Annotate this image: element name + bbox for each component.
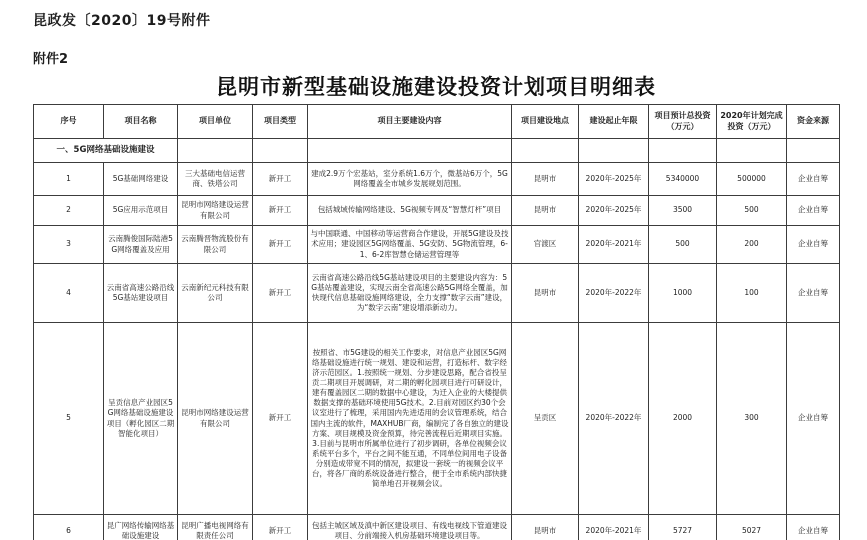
col-header-funding: 资金来源 [787,105,840,139]
cell-years: 2020年-2021年 [579,226,649,264]
cell-funding: 企业自筹 [787,163,840,196]
cell-location: 昆明市 [512,515,579,540]
cell-unit: 三大基础电信运营商、铁塔公司 [178,163,253,196]
cell-plan2020: 500000 [717,163,787,196]
table-row [34,323,840,515]
cell-plan2020: 200 [717,226,787,264]
cell-no: 3 [34,226,104,264]
section-title: 一、5G网络基础设施建设 [34,139,178,163]
cell-name: 昆广网络传输网络基础设施建设 [104,515,178,540]
table-row [34,264,840,323]
cell-no: 1 [34,163,104,196]
col-header-no: 序号 [34,105,104,139]
cell-location: 官渡区 [512,226,579,264]
cell-unit: 云南腾晋物流股份有限公司 [178,226,253,264]
cell-type: 新开工 [253,515,308,540]
cell-name: 呈贡信息产业园区5G网络基础设施建设项目（孵化园区二期智能化项目） [104,323,178,515]
cell-content: 建成2.9万个宏基站，室分系统1.6万个，微基站6万个，5G网络覆盖全市城乡发展规划范围。 [308,163,512,196]
section-row-5g [34,139,840,163]
cell-years: 2020年-2022年 [579,264,649,323]
cell-location: 昆明市 [512,163,579,196]
col-header-total: 项目预计总投资（万元） [649,105,717,139]
cell-total: 5340000 [649,163,717,196]
cell-type: 新开工 [253,163,308,196]
cell-location: 昆明市 [512,264,579,323]
cell-total: 1000 [649,264,717,323]
cell-years: 2020年-2025年 [579,196,649,226]
col-header-content: 项目主要建设内容 [308,105,512,139]
cell-funding: 企业自筹 [787,196,840,226]
table-row [34,163,840,196]
cell-years: 2020年-2021年 [579,515,649,540]
cell-type: 新开工 [253,196,308,226]
cell-plan2020: 300 [717,323,787,515]
doc-number: 昆政发〔2020〕19号附件 [33,13,211,29]
cell-type: 新开工 [253,264,308,323]
cell-funding: 企业自筹 [787,264,840,323]
cell-no: 6 [34,515,104,540]
col-header-plan2020: 2020年计划完成投资（万元） [717,105,787,139]
table-row [34,226,840,264]
cell-no: 5 [34,323,104,515]
cell-name: 5G基础网络建设 [104,163,178,196]
attachment-label: 附件2 [33,52,69,67]
cell-name: 云南省高速公路沿线5G基站建设项目 [104,264,178,323]
cell-unit: 昆明市网络建设运营有限公司 [178,196,253,226]
cell-plan2020: 500 [717,196,787,226]
cell-location: 昆明市 [512,196,579,226]
cell-plan2020: 5027 [717,515,787,540]
cell-content: 与中国联通、中国移动等运营商合作建设，开展5G建设及技术应用；建设园区5G网络覆盖、5G安防、5G物流管理，6-1、6-2库智慧仓储运营管理等 [308,226,512,264]
table-row [34,196,840,226]
cell-name: 云南腾俊国际陆港5G网络覆盖及应用 [104,226,178,264]
cell-no: 4 [34,264,104,323]
page-title: 昆明市新型基础设施建设投资计划项目明细表 [216,75,656,99]
cell-location: 呈贡区 [512,323,579,515]
cell-name: 5G应用示范项目 [104,196,178,226]
cell-total: 3500 [649,196,717,226]
col-header-location: 项目建设地点 [512,105,579,139]
cell-years: 2020年-2025年 [579,163,649,196]
cell-content: 包括城域传输网络建设、5G视频专网及“智慧灯杆”项目 [308,196,512,226]
col-header-type: 项目类型 [253,105,308,139]
projects-table [33,104,840,540]
cell-funding: 企业自筹 [787,323,840,515]
cell-content: 按照省、市5G建设的相关工作要求，对信息产业园区5G网络基础设施进行统一规划、建设和运营，打造标杆、数字经济示范园区。1.按照统一规划、分步建设思路，配合省投呈贡二期项目开展调研，对二期的孵化园项目进行可研设计，建有覆盖园区二期的数据中心建设，为迁入企业的大楼提供数据支撑的基础环境使用5G技术。2.目前对园区约30个会议室进行了梳理，采用国内先进适用的会议管理系统，结合国内主流的软件，MAXHUB厂商，编制完了各自独立的建设方案、项目规模及资金预算，待完善流程后近期项目实施。3.目前与昆明市所属单位进行了初步调研，各单位视频会议系统平台多个，平台之间不能互通，不同单位间用电子设备分别造成带宽不同的情况，拟建设一套统一的视频会议平台，将各厂商的系统设备进行整合，便于全市系统内部快捷简单地召开视频会议。 [308,323,512,515]
cell-content: 云南省高速公路沿线5G基站建设项目的主要建设内容为：5G基站覆盖建设，实现云南全省高速公路5G网络全覆盖，加快现代信息基础设施网络建设，全力支撑“数字云南”建设，为“数字云南”建设增添新动力。 [308,264,512,323]
col-header-years: 建设起止年限 [579,105,649,139]
cell-unit: 云南新纪元科技有限公司 [178,264,253,323]
cell-funding: 企业自筹 [787,515,840,540]
cell-unit: 昆明广播电视网络有限责任公司 [178,515,253,540]
cell-years: 2020年-2022年 [579,323,649,515]
col-header-unit: 项目单位 [178,105,253,139]
cell-unit: 昆明市网络建设运营有限公司 [178,323,253,515]
cell-type: 新开工 [253,323,308,515]
cell-funding: 企业自筹 [787,226,840,264]
col-header-name: 项目名称 [104,105,178,139]
cell-type: 新开工 [253,226,308,264]
cell-no: 2 [34,196,104,226]
cell-total: 5727 [649,515,717,540]
cell-content: 包括主城区域及滇中新区建设项目、有线电视线下管道建设项目、分前端接入机房基础环境建设项目等。 [308,515,512,540]
table-row [34,515,840,540]
cell-total: 2000 [649,323,717,515]
cell-total: 500 [649,226,717,264]
table-header-row [34,105,840,139]
cell-plan2020: 100 [717,264,787,323]
